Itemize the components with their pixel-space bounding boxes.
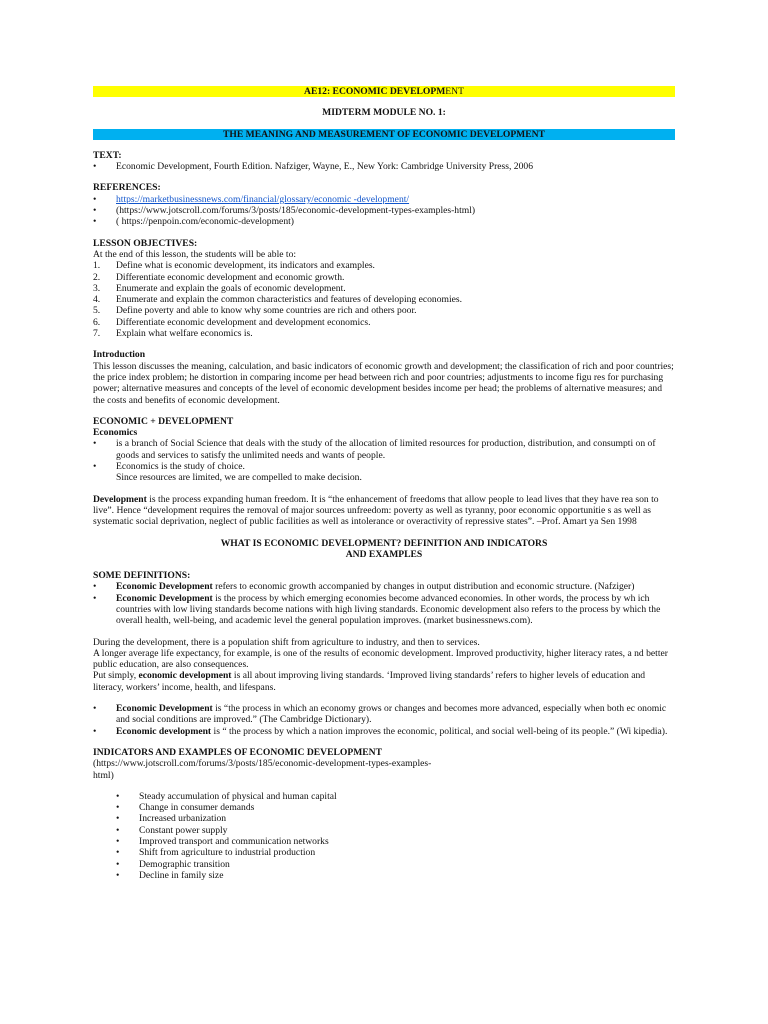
bullet-icon: • — [116, 802, 120, 814]
definition-body — [116, 726, 675, 737]
text-item-label: Economic Development, Fourth Edition. Nafziger, Wayne, E., New York: Cambridge University Press, 2006 — [116, 161, 533, 173]
economics-list — [93, 438, 675, 472]
development-term: Development — [93, 493, 147, 505]
document-page — [93, 86, 675, 881]
indicator-item — [116, 870, 675, 881]
definition-text: refers to economic growth accompanied by changes in output distribution and economic structure. (Nafziger) — [212, 581, 635, 593]
objective-number: 1. — [93, 260, 101, 272]
definition-body — [116, 593, 675, 627]
course-title-rest: ENT — [445, 86, 464, 97]
objective-item — [93, 260, 675, 271]
during-text: During the development, there is a population shift from agriculture to industry, and then to services. — [93, 636, 480, 648]
definition-term: Economic Development — [116, 592, 213, 604]
objective-number: 7. — [93, 328, 101, 340]
reference-link[interactable]: https://marketbusinessnews.com/financial/glossary/economic -development/ — [116, 193, 410, 205]
definition-term: Economic Development — [116, 581, 213, 593]
indicator-item — [116, 791, 675, 802]
indicator-label: Decline in family size — [139, 869, 224, 881]
text-heading: TEXT: — [93, 149, 122, 161]
definition-text: is “the process in which an economy grows or changes and becomes more advanced, especially when both ec onomic and social conditions are improved.” (The Cambridge Dictionary). — [116, 703, 667, 726]
bullet-icon: • — [93, 581, 97, 593]
indicator-item — [116, 859, 675, 870]
objective-label: Differentiate economic development and development economics. — [116, 316, 371, 328]
economics-item-label: is a branch of Social Science that deals with the study of the allocation of limited resources for production, distribution, and consumpti on of goods and services to satisfy the unlimited needs and wants of people. — [116, 438, 656, 461]
indicator-label: Constant power supply — [139, 824, 228, 836]
indicator-item — [116, 813, 675, 824]
reference-item — [93, 216, 675, 227]
objective-number: 2. — [93, 271, 101, 283]
bullet-icon: • — [93, 438, 97, 450]
objective-label: Define what is economic development, its indicators and examples. — [116, 260, 375, 272]
objective-label: Define poverty and able to know why some countries are rich and others poor. — [116, 305, 417, 317]
what-is-heading-1: WHAT IS ECONOMIC DEVELOPMENT? DEFINITION AND INDICATORS — [220, 537, 548, 549]
definition-item — [93, 703, 675, 726]
bullet-icon: • — [116, 858, 120, 870]
text-item — [93, 161, 675, 172]
bullet-icon: • — [93, 216, 97, 228]
objective-label: Explain what welfare economics is. — [116, 328, 253, 340]
longer-text: A longer average life expectancy, for example, is one of the results of economic development. Improved productivity, higher literacy rates, a nd better public education, are also consequences. — [93, 647, 668, 671]
objective-number: 5. — [93, 305, 101, 317]
put-simply-b: is all about improving living standards. ‘Improved living standards’ refers to higher levels of education and literacy, workers’ income, health, and lifespans. — [93, 670, 646, 693]
put-simply-a: Put simply, — [93, 670, 139, 682]
definition-term: Economic Development — [116, 703, 213, 715]
definition-term: Economic development — [116, 725, 212, 737]
indicator-item — [116, 825, 675, 836]
objective-label: Enumerate and explain the goals of economic development. — [116, 282, 346, 294]
objective-item — [93, 317, 675, 328]
development-paragraph — [93, 494, 675, 528]
objective-item — [93, 305, 675, 316]
economics-note: Since resources are limited, we are compelled to make decision. — [116, 472, 362, 484]
bullet-icon: • — [116, 790, 120, 802]
objective-item — [93, 328, 675, 339]
objective-item — [93, 283, 675, 294]
indicator-label: Improved transport and communication networks — [139, 836, 329, 848]
introduction-heading: Introduction — [93, 349, 146, 361]
introduction-text: This lesson discusses the meaning, calculation, and basic indicators of economic growth and development; the classification of rich and poor countries; the price index problem; he distortion in comparing income per head between rich and poor countries; adjustments to income figu res for purchasing power; alternative measures and concepts of the level of economic development besides income per head; the problems of alternative measures; and the costs and benefits of economic development. — [93, 360, 674, 406]
module-title: MIDTERM MODULE NO. 1: — [322, 107, 446, 119]
economics-item-label: Economics is the study of choice. — [116, 461, 245, 473]
definition-text: is “ the process by which a nation improves the economic, political, and social well-being of its people.” (Wi kipedia). — [211, 725, 668, 737]
definitions-list-a — [93, 581, 675, 626]
objective-number: 3. — [93, 282, 101, 294]
text-list — [93, 161, 675, 172]
definition-body — [116, 703, 675, 726]
indicators-heading: INDICATORS AND EXAMPLES OF ECONOMIC DEVELOPMENT — [93, 746, 382, 758]
bullet-icon: • — [93, 461, 97, 473]
objective-number: 6. — [93, 316, 101, 328]
objective-label: Enumerate and explain the common characteristics and features of developing economies. — [116, 294, 463, 306]
indicator-label: Demographic transition — [139, 858, 230, 870]
bullet-icon: • — [93, 592, 97, 604]
indicators-list — [93, 791, 675, 881]
development-text: is the process expanding human freedom. It is “the enhancement of freedoms that allow people to lead lives that they have rea son to live”. Hence “development requires the removal of major sources unfreedom: poverty as well as tyranny, poor economic opportunitie s as well as systematic social deprivation, neglect of public facilities as well as intolerance or overactivity of repressive states”. –Prof. Amart ya Sen 1998 — [93, 493, 659, 528]
bullet-icon: • — [116, 813, 120, 825]
bullet-icon: • — [116, 836, 120, 848]
topic-title: THE MEANING AND MEASUREMENT OF ECONOMIC DEVELOPMENT — [93, 129, 675, 140]
definition-item — [93, 726, 675, 737]
bullet-icon: • — [93, 205, 97, 217]
indicator-label: Steady accumulation of physical and human capital — [139, 790, 337, 802]
bullet-icon: • — [93, 193, 97, 205]
references-heading: REFERENCES: — [93, 182, 161, 194]
put-simply-term: economic development — [138, 670, 232, 682]
definition-item — [93, 593, 675, 627]
indicators-source: (https://www.jotscroll.com/forums/3/posts/185/economic-development-types-examples- html) — [93, 758, 432, 781]
indicator-item — [116, 836, 675, 847]
economics-heading: Economics — [93, 427, 138, 439]
course-title — [93, 86, 675, 97]
indicator-item — [116, 802, 675, 813]
course-title-bold: AE12: ECONOMIC DEVELOPM — [304, 86, 446, 97]
objectives-heading: LESSON OBJECTIVES: — [93, 237, 198, 249]
some-definitions-heading: SOME DEFINITIONS: — [93, 570, 191, 582]
bullet-icon: • — [93, 703, 97, 715]
definition-item — [93, 581, 675, 592]
bullet-icon: • — [93, 725, 97, 737]
econ-dev-heading: ECONOMIC + DEVELOPMENT — [93, 415, 234, 427]
bullet-icon: • — [93, 161, 97, 173]
references-list — [93, 194, 675, 228]
objective-number: 4. — [93, 294, 101, 306]
reference-item — [93, 194, 675, 205]
reference-item — [93, 205, 675, 216]
economics-item — [93, 461, 675, 472]
economics-item — [93, 438, 675, 461]
objective-item — [93, 272, 675, 283]
put-simply-text — [93, 670, 675, 693]
bullet-icon: • — [116, 869, 120, 881]
bullet-icon: • — [116, 824, 120, 836]
objective-item — [93, 294, 675, 305]
definition-text: is the process by which emerging economies become advanced economies. In other words, the process by wh ich countries with low living standards become nations with high living standards. Economic development also refers to the process by which the overall health, well-being, and academic level the general population improves. (market businessnews.com). — [116, 592, 661, 627]
reference-label: ( https://penpoin.com/economic-development) — [116, 216, 294, 228]
bullet-icon: • — [116, 847, 120, 859]
indicator-item — [116, 847, 675, 858]
definition-body — [116, 581, 675, 592]
indicator-label: Increased urbanization — [139, 813, 227, 825]
objective-label: Differentiate economic development and economic growth. — [116, 271, 345, 283]
reference-label: (https://www.jotscroll.com/forums/3/posts/185/economic-development-types-examples-html) — [116, 205, 476, 217]
indicator-label: Shift from agriculture to industrial production — [139, 847, 316, 859]
what-is-heading-2: AND EXAMPLES — [345, 548, 423, 560]
definitions-list-b — [93, 703, 675, 737]
objectives-intro: At the end of this lesson, the students will be able to: — [93, 248, 297, 260]
objectives-list — [93, 260, 675, 339]
indicator-label: Change in consumer demands — [139, 802, 255, 814]
reference-label — [116, 194, 675, 205]
